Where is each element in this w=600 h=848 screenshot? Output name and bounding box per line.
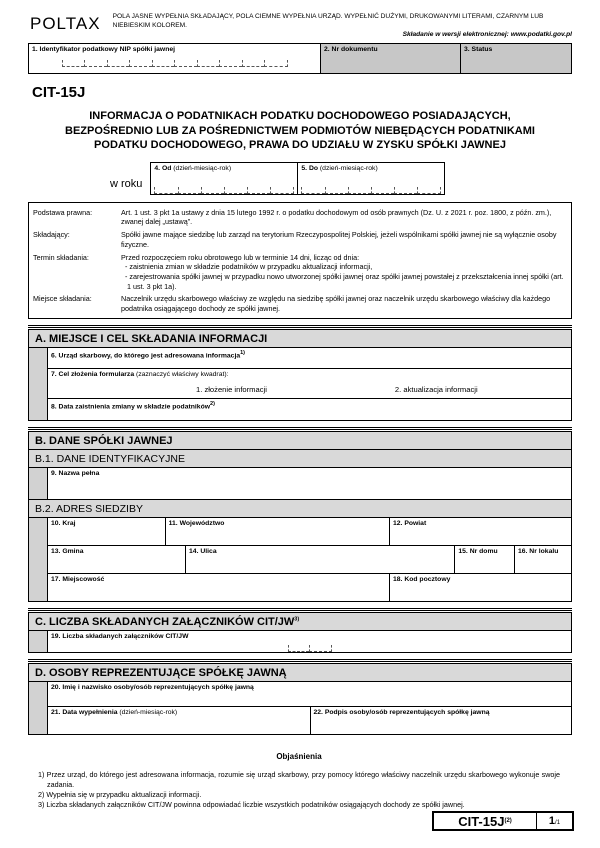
tax-year-row (110, 162, 600, 195)
section-b-header: B. DANE SPÓŁKI JAWNEJ (29, 432, 571, 450)
voivodeship-field[interactable] (165, 518, 389, 545)
footnote-3: 3) Liczba składanych załączników CIT/JW powinna odpowiadać liczbie wszystkich podatników osiągających dochody ze spółki jawnej. (38, 800, 465, 810)
section-d (28, 663, 572, 735)
street-label: 14. Ulica (189, 547, 217, 555)
deadline-row (33, 251, 567, 293)
title-line-3: PODATKU DOCHODOWEGO, PRAWA DO UDZIAŁU W ZYSKU SPÓŁKI JAWNEJ (94, 139, 506, 152)
attachment-count-field[interactable] (48, 631, 571, 652)
date-from-label: 4. Od (154, 165, 172, 173)
form-header (30, 13, 572, 40)
footnote-2: 2) Wypełnia się w przypadku aktualizacji informacji. (38, 790, 202, 800)
change-date-field[interactable] (48, 399, 571, 420)
section-c-footnote-ref: 3) (294, 615, 300, 622)
tax-year-range-box (150, 162, 445, 195)
full-name-field[interactable] (48, 468, 571, 499)
house-number-field[interactable] (454, 546, 514, 573)
section-divider (28, 427, 572, 430)
nip-field[interactable] (28, 43, 321, 74)
fill-date-label: 21. Data wypełnienia (51, 708, 120, 716)
apartment-number-label: 16. Nr lokalu (517, 547, 559, 555)
footer-form-code: CIT-15J (2) (458, 813, 512, 829)
section-divider (28, 325, 572, 328)
document-number-field (320, 43, 461, 74)
apartment-number-field[interactable] (514, 546, 571, 573)
section-d-gutter (29, 682, 48, 734)
attachment-count-label: 19. Liczba składanych załączników CIT/JW (51, 632, 189, 640)
submitter-label: Składający: (33, 230, 70, 240)
representative-name-field[interactable] (48, 682, 571, 707)
date-to-format: (dzień-miesiąc-rok) (319, 165, 378, 173)
section-c-header: C. LICZBA SKŁADANYCH ZAŁĄCZNIKÓW CIT/JW$^{3)}$ (29, 613, 571, 631)
tax-office-footnote-ref: 1) (240, 350, 246, 357)
deadline-intro: Przed rozpoczęciem roku obrotowego lub w terminie 14 dni, licząc od dnia: (121, 252, 360, 262)
signature-label: 22. Podpis osoby/osób reprezentujących spółkę jawną (313, 708, 490, 716)
w-roku-label: w roku (110, 178, 143, 191)
poltax-logo: POLTAX (30, 14, 101, 33)
explanations-title: Objaśnienia (276, 751, 322, 761)
deadline-text (121, 253, 567, 292)
filing-place-text: Naczelnik urzędu skarbowego właściwy ze względu na siedzibę spółki jawnej oraz naczelnik urzędu skarbowego właściwy dla każdego podatnika osiągającego dochody ze spółki jawnej. (121, 294, 551, 314)
section-divider (28, 608, 572, 611)
filing-place-row (33, 293, 567, 315)
form-main-title (45, 109, 555, 154)
fill-date-field[interactable] (48, 707, 310, 734)
date-to-label: 5. Do (301, 165, 319, 173)
filing-purpose-label: 7. Cel złożenia formularza (51, 371, 136, 379)
status-field (460, 43, 572, 74)
tax-office-field[interactable] (48, 348, 571, 369)
house-number-label: 15. Nr domu (458, 547, 498, 555)
date-from-field[interactable] (151, 163, 297, 194)
filing-purpose-note: (zaznaczyć właściwy kwadrat): (135, 371, 229, 379)
date-from-format: (dzień-miesiąc-rok) (173, 165, 232, 173)
legal-basis-row (33, 206, 567, 228)
title-line-2: BEZPOŚREDNIO LUB ZA POŚREDNICTWEM PODMIOTÓW NIEBĘDĄCYCH PODATNIKAMI (65, 124, 535, 137)
legal-info-block (28, 202, 572, 319)
voivodeship-label: 11. Województwo (168, 519, 225, 527)
filing-place-label: Miejsce składania: (33, 294, 92, 304)
submitter-text: Spółki jawne mające siedzibę lub zarząd na terytorium Rzeczypospolitej Polskiej, jeżeli wspólnikami spółki jawnej nie są wyłącznie osoby fizyczne. (121, 230, 557, 249)
commune-field[interactable] (48, 546, 185, 573)
legal-basis-text: Art. 1 ust. 3 pkt 1a ustawy z dnia 15 lutego 1992 r. o podatku dochodowym od osób prawnych (Dz. U. z 2021 r. poz. 1800, z późn. zm.), zwanej dalej „ustawą”. (121, 207, 552, 227)
section-c (28, 612, 572, 653)
deadline-bullet-1: - zaistnienia zmian w składzie podatników w przypadku aktualizacji informacji, (125, 262, 373, 272)
nip-entry-comb[interactable] (62, 60, 288, 67)
representative-name-label: 20. Imię i nazwisko osoby/osób reprezentujących spółkę jawną (51, 683, 254, 691)
filing-purpose-field (48, 369, 571, 398)
instruction-text: POLA JASNE WYPEŁNIA SKŁADAJĄCY, POLA CIEMNE WYPEŁNIA URZĄD. WYPEŁNIĆ DUŻYMI, DRUKOWANYMI LITERAMI, CZARNYM LUB NIEBIESKIM KOLOREM. (112, 13, 544, 29)
full-name-label: 9. Nazwa pełna (51, 469, 100, 477)
signature-field[interactable] (310, 707, 572, 734)
section-b1-header: B.1. DANE IDENTYFIKACYJNE (29, 450, 571, 468)
postal-code-field[interactable] (389, 574, 571, 601)
country-label: 10. Kraj (51, 519, 76, 527)
postal-code-label: 18. Kod pocztowy (392, 575, 451, 583)
document-number-label: 2. Nr dokumentu (324, 45, 378, 53)
option-update-information[interactable]: 2. aktualizacja informacji (394, 384, 478, 394)
efiling-note: Składanie w wersji elektronicznej: www.podatki.gov.pl (402, 31, 572, 39)
section-c-gutter (29, 631, 48, 652)
legal-basis-label: Podstawa prawna: (33, 207, 93, 217)
submitter-row (33, 229, 567, 251)
commune-label: 13. Gmina (51, 547, 84, 555)
street-field[interactable] (185, 546, 454, 573)
nip-field-label: 1. Identyfikator podatkowy NIP spółki jawnej (32, 45, 176, 53)
explanations-block (38, 751, 560, 811)
section-a-gutter (29, 348, 48, 419)
attachment-count-comb[interactable] (288, 645, 332, 652)
county-label: 12. Powiat (392, 519, 427, 527)
deadline-label: Termin składania: (33, 252, 89, 262)
section-b2-header: B.2. ADRES SIEDZIBY (29, 499, 571, 518)
tax-office-label: 6. Urząd skarbowy, do którego jest adresowana informacja (51, 352, 241, 360)
section-divider (28, 659, 572, 662)
date-from-comb[interactable] (154, 187, 294, 194)
section-b1-gutter (29, 468, 48, 499)
form-code-title: CIT-15J (32, 83, 86, 101)
section-a-header: A. MIEJSCE I CEL SKŁADANIA INFORMACJI (29, 330, 571, 348)
status-label: 3. Status (464, 45, 493, 53)
footer-page-indicator: 1 /1 (536, 813, 572, 829)
footer-form-version: (2) (504, 818, 512, 824)
change-date-label: 8. Data zaistnienia zmiany w składzie podatników (51, 402, 211, 410)
section-a (28, 329, 572, 420)
title-line-1: INFORMACJA O PODATNIKACH PODATKU DOCHODOWEGO POSIADAJĄCYCH, (89, 109, 511, 122)
date-to-comb[interactable] (301, 187, 441, 194)
change-date-footnote-ref: 2) (210, 400, 215, 407)
date-to-field[interactable] (297, 163, 444, 194)
identification-row (28, 43, 572, 74)
section-d-header: D. OSOBY REPREZENTUJĄCE SPÓŁKĘ JAWNĄ (29, 664, 571, 682)
country-field[interactable] (48, 518, 165, 545)
city-field[interactable] (48, 574, 389, 601)
form-footer (432, 811, 574, 831)
footnote-1: 1) Przez urząd, do którego jest adresowana informacja, rozumie się urząd skarbowy, przy pomocy którego właściwy naczelnik urzędu skarbowego wykonuje swoje zadania. (38, 769, 560, 789)
section-b2-gutter (29, 518, 48, 601)
city-label: 17. Miejscowość (51, 575, 105, 583)
deadline-bullet-2: - zarejestrowania spółki jawnej w przypadku nowo utworzonej spółki jawnej oraz spółki jawnej powstałej z przekształcenia innej spółki (art. 1 ust. 3 pkt 1a). (125, 272, 564, 291)
fill-date-format: (dzień-miesiąc-rok) (119, 708, 178, 716)
option-submit-information[interactable]: 1. złożenie informacji (196, 384, 267, 394)
county-field[interactable] (389, 518, 571, 545)
section-b (28, 431, 572, 602)
filling-instructions (113, 13, 572, 40)
